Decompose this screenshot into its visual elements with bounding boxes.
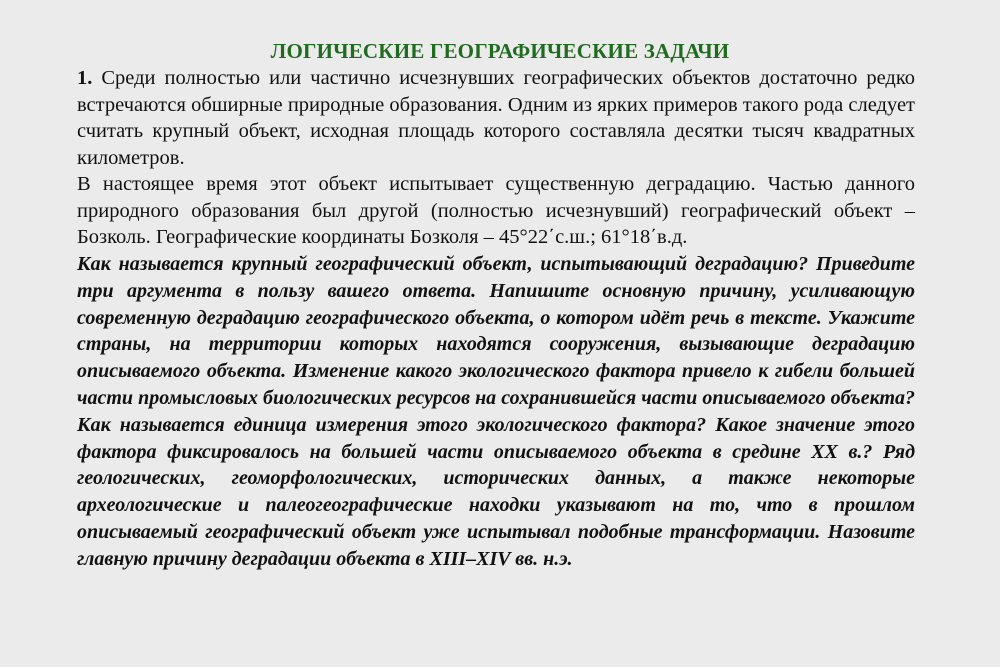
paragraph-1-text: Среди полностью или частично исчезнувших географических объектов достаточно редко встречаются обширные природные образования. Одним из ярких примеров такого рода следует считать крупный объект, исходная площадь которого составляла десятки тысяч квадратных километров.: [77, 67, 915, 169]
task-intro-paragraph: [77, 65, 915, 171]
task-context-paragraph: В настоящее время этот объект испытывает существенную деградацию. Частью данного природного образования был другой (полностью исчезнувший) географический объект – Бозколь. Географические координаты Бозколя – 45°22΄с.ш.; 61°18΄в.д.: [77, 173, 915, 248]
document-title: ЛОГИЧЕСКИЕ ГЕОГРАФИЧЕСКИЕ ЗАДАЧИ: [270, 39, 730, 63]
task-questions: Как называется крупный географический объект, испытывающий деградацию? Приведите три аргумента в пользу вашего ответа. Напишите основную причину, усиливающую современную деградацию географического объекта, о котором идёт речь в тексте. Укажите страны, на территории которых находятся сооружения, вызывающие деградацию описываемого объекта. Изменение какого экологического фактора привело к гибели большей части промысловых биологических ресурсов на сохранившейся части описываемого объекта? Как называется единица измерения этого экологического фактора? Какое значение этого фактора фиксировалось на большей части описываемого объекта в средине XX в.? Ряд геологических, геоморфологических, исторических данных, а также некоторые археологические и палеогеографические находки указывают на то, что в прошлом описываемый географический объект уже испытывал подобные трансформации. Назовите главную причину деградации объекта в XIII–XIV вв. н.э.: [77, 253, 915, 570]
task-number: 1.: [77, 67, 93, 89]
